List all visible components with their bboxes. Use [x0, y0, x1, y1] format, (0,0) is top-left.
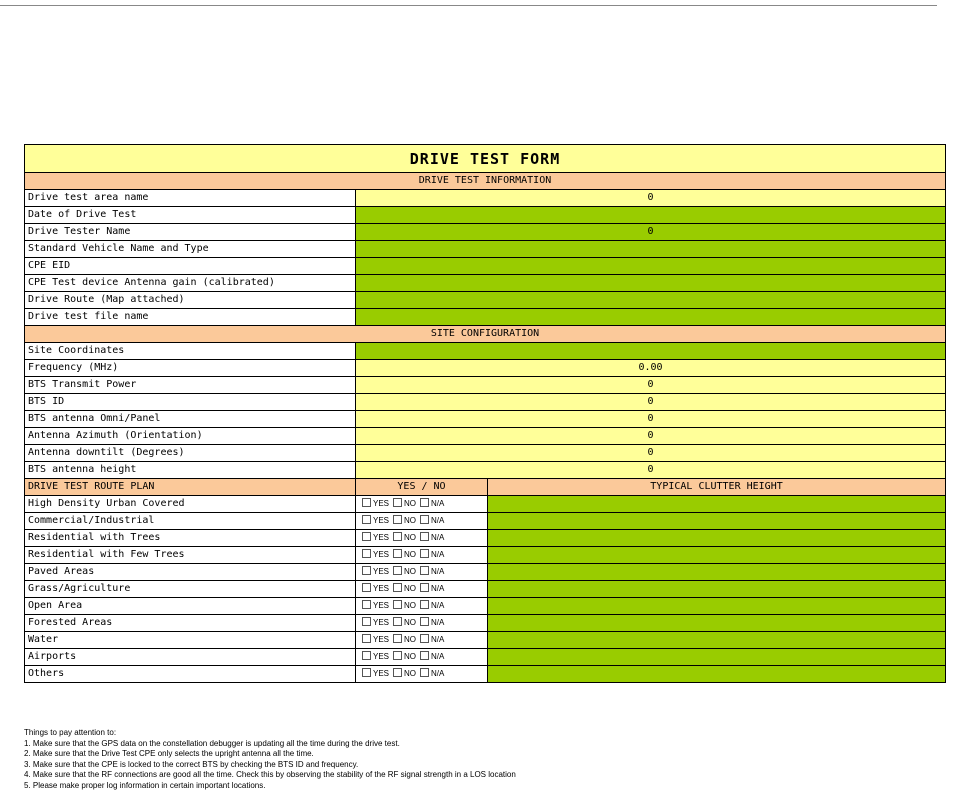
option-yes-checkbox[interactable] [358, 582, 389, 596]
option-label: NO [404, 635, 417, 644]
route-label: Water [25, 632, 356, 649]
checkbox-icon[interactable] [393, 651, 402, 660]
route-label: Residential with Trees [25, 530, 356, 547]
option-label: NO [404, 669, 417, 678]
note-item: 2. Make sure that the Drive Test CPE only selects the upright antenna all the time. [24, 749, 314, 758]
site-row [25, 411, 946, 428]
checkbox-icon[interactable] [420, 566, 429, 575]
option-na-checkbox[interactable] [416, 650, 444, 664]
option-no-checkbox[interactable] [389, 548, 416, 562]
yes-no-options [356, 496, 488, 513]
route-label: Forested Areas [25, 615, 356, 632]
clutter-height-field[interactable] [488, 649, 946, 666]
option-label: YES [373, 499, 390, 508]
option-label: N/A [431, 635, 445, 644]
option-na-checkbox[interactable] [416, 565, 444, 579]
site-label: Antenna Azimuth (Orientation) [25, 428, 356, 445]
note-item: 1. Make sure that the GPS data on the constellation debugger is updating all the time during the drive test. [24, 738, 400, 748]
clutter-height-field[interactable] [488, 615, 946, 632]
option-na-checkbox[interactable] [416, 667, 444, 681]
option-label: N/A [431, 533, 445, 542]
route-header-row [25, 479, 946, 496]
clutter-height-field[interactable] [488, 530, 946, 547]
clutter-height-field[interactable] [488, 632, 946, 649]
option-label: N/A [431, 584, 445, 593]
route-plan-header: DRIVE TEST ROUTE PLAN [25, 479, 356, 496]
checkbox-icon[interactable] [393, 600, 402, 609]
option-label: YES [373, 618, 390, 627]
option-no-checkbox[interactable] [389, 582, 416, 596]
info-row [25, 292, 946, 309]
checkbox-icon[interactable] [362, 668, 371, 677]
checkbox-icon[interactable] [393, 617, 402, 626]
clutter-height-field[interactable] [488, 598, 946, 615]
site-row [25, 377, 946, 394]
checkbox-icon[interactable] [393, 566, 402, 575]
option-na-checkbox[interactable] [416, 548, 444, 562]
route-label: Paved Areas [25, 564, 356, 581]
info-label: Drive test area name [25, 190, 356, 207]
option-label: NO [404, 499, 417, 508]
option-yes-checkbox[interactable] [358, 531, 389, 545]
option-label: N/A [431, 669, 445, 678]
route-row [25, 598, 946, 615]
site-value-field[interactable]: 0 [356, 428, 946, 445]
note-item: 3. Make sure that the CPE is locked to the correct BTS by checking the BTS ID and frequency. [24, 759, 359, 769]
option-label: YES [373, 584, 390, 593]
site-label: BTS antenna height [25, 462, 356, 479]
route-label: Airports [25, 649, 356, 666]
info-value-field[interactable] [356, 275, 946, 292]
notes [24, 728, 516, 791]
option-label: YES [373, 652, 390, 661]
site-label: BTS antenna Omni/Panel [25, 411, 356, 428]
option-label: N/A [431, 652, 445, 661]
info-row [25, 190, 946, 207]
info-label: CPE EID [25, 258, 356, 275]
site-value-field[interactable]: 0 [356, 445, 946, 462]
info-label: Date of Drive Test [25, 207, 356, 224]
option-yes-checkbox[interactable] [358, 599, 389, 613]
option-label: N/A [431, 550, 445, 559]
yes-no-options [356, 564, 488, 581]
option-label: NO [404, 567, 417, 576]
option-label: NO [404, 516, 417, 525]
yes-no-options [356, 666, 488, 683]
note-item: 5. Please make proper log information in certain important locations. [24, 780, 266, 790]
route-row [25, 513, 946, 530]
yes-no-options [356, 649, 488, 666]
site-row [25, 343, 946, 360]
option-no-checkbox[interactable] [389, 514, 416, 528]
yes-no-options [356, 598, 488, 615]
option-label: NO [404, 584, 417, 593]
option-no-checkbox[interactable] [389, 667, 416, 681]
checkbox-icon[interactable] [420, 498, 429, 507]
option-label: N/A [431, 567, 445, 576]
clutter-height-field[interactable] [488, 581, 946, 598]
site-row [25, 394, 946, 411]
route-label: Others [25, 666, 356, 683]
option-label: N/A [431, 516, 445, 525]
checkbox-icon[interactable] [420, 668, 429, 677]
option-label: NO [404, 550, 417, 559]
info-value-field[interactable] [356, 309, 946, 326]
site-label: Antenna downtilt (Degrees) [25, 445, 356, 462]
option-label: YES [373, 516, 390, 525]
checkbox-icon[interactable] [362, 549, 371, 558]
option-no-checkbox[interactable] [389, 599, 416, 613]
route-label: Open Area [25, 598, 356, 615]
info-label: Standard Vehicle Name and Type [25, 241, 356, 258]
option-label: NO [404, 533, 417, 542]
route-row [25, 632, 946, 649]
form-title: DRIVE TEST FORM [25, 145, 946, 173]
top-divider [0, 5, 937, 6]
option-no-checkbox[interactable] [389, 531, 416, 545]
info-row [25, 224, 946, 241]
option-na-checkbox[interactable] [416, 582, 444, 596]
section-drive-test-information: DRIVE TEST INFORMATION [25, 173, 946, 190]
option-label: NO [404, 618, 417, 627]
info-label: Drive test file name [25, 309, 356, 326]
option-yes-checkbox[interactable] [358, 548, 389, 562]
checkbox-icon[interactable] [420, 634, 429, 643]
option-yes-checkbox[interactable] [358, 514, 389, 528]
checkbox-icon[interactable] [362, 566, 371, 575]
yes-no-header: YES / NO [356, 479, 488, 496]
note-item: 4. Make sure that the RF connections are good all the time. Check this by observing the stability of the RF signal strength in a LOS location [24, 770, 516, 779]
option-label: YES [373, 550, 390, 559]
clutter-height-field[interactable] [488, 547, 946, 564]
option-label: YES [373, 669, 390, 678]
option-yes-checkbox[interactable] [358, 616, 389, 630]
route-label: Residential with Few Trees [25, 547, 356, 564]
site-row [25, 360, 946, 377]
route-row [25, 615, 946, 632]
option-yes-checkbox[interactable] [358, 650, 389, 664]
info-value-field[interactable]: 0 [356, 190, 946, 207]
site-value-field[interactable]: 0 [356, 377, 946, 394]
route-label: Commercial/Industrial [25, 513, 356, 530]
option-label: N/A [431, 601, 445, 610]
checkbox-icon[interactable] [393, 583, 402, 592]
checkbox-icon[interactable] [362, 600, 371, 609]
option-na-checkbox[interactable] [416, 599, 444, 613]
route-row [25, 496, 946, 513]
drive-test-form [24, 144, 946, 683]
option-label: N/A [431, 618, 445, 627]
site-label: BTS Transmit Power [25, 377, 356, 394]
checkbox-icon[interactable] [420, 532, 429, 541]
route-row [25, 547, 946, 564]
option-na-checkbox[interactable] [416, 514, 444, 528]
info-value-field[interactable]: 0 [356, 224, 946, 241]
option-no-checkbox[interactable] [389, 497, 416, 511]
option-label: N/A [431, 499, 445, 508]
yes-no-options [356, 547, 488, 564]
yes-no-options [356, 530, 488, 547]
checkbox-icon[interactable] [362, 634, 371, 643]
clutter-height-field[interactable] [488, 513, 946, 530]
info-row [25, 258, 946, 275]
info-value-field[interactable] [356, 292, 946, 309]
checkbox-icon[interactable] [420, 583, 429, 592]
site-label: BTS ID [25, 394, 356, 411]
option-na-checkbox[interactable] [416, 616, 444, 630]
info-value-field[interactable] [356, 241, 946, 258]
info-label: Drive Route (Map attached) [25, 292, 356, 309]
info-value-field[interactable] [356, 258, 946, 275]
site-value-field[interactable] [356, 343, 946, 360]
checkbox-icon[interactable] [362, 617, 371, 626]
route-row [25, 666, 946, 683]
checkbox-icon[interactable] [362, 498, 371, 507]
checkbox-icon[interactable] [420, 651, 429, 660]
site-value-field[interactable]: 0 [356, 394, 946, 411]
option-yes-checkbox[interactable] [358, 565, 389, 579]
option-yes-checkbox[interactable] [358, 633, 389, 647]
info-row [25, 207, 946, 224]
checkbox-icon[interactable] [393, 532, 402, 541]
info-row [25, 241, 946, 258]
yes-no-options [356, 581, 488, 598]
info-row [25, 275, 946, 292]
checkbox-icon[interactable] [420, 549, 429, 558]
clutter-height-field[interactable] [488, 666, 946, 683]
info-label: Drive Tester Name [25, 224, 356, 241]
checkbox-icon[interactable] [362, 583, 371, 592]
section-site-configuration: SITE CONFIGURATION [25, 326, 946, 343]
checkbox-icon[interactable] [362, 651, 371, 660]
option-na-checkbox[interactable] [416, 531, 444, 545]
yes-no-options [356, 632, 488, 649]
info-value-field[interactable] [356, 207, 946, 224]
site-label: Frequency (MHz) [25, 360, 356, 377]
checkbox-icon[interactable] [393, 515, 402, 524]
checkbox-icon[interactable] [393, 549, 402, 558]
option-no-checkbox[interactable] [389, 650, 416, 664]
option-yes-checkbox[interactable] [358, 667, 389, 681]
option-label: YES [373, 567, 390, 576]
site-value-field[interactable]: 0 [356, 462, 946, 479]
option-no-checkbox[interactable] [389, 565, 416, 579]
checkbox-icon[interactable] [420, 515, 429, 524]
checkbox-icon[interactable] [393, 634, 402, 643]
info-label: CPE Test device Antenna gain (calibrated) [25, 275, 356, 292]
option-na-checkbox[interactable] [416, 497, 444, 511]
checkbox-icon[interactable] [362, 515, 371, 524]
route-label: Grass/Agriculture [25, 581, 356, 598]
option-label: YES [373, 533, 390, 542]
clutter-height-field[interactable] [488, 564, 946, 581]
route-row [25, 564, 946, 581]
route-row [25, 581, 946, 598]
notes-list [24, 739, 516, 792]
route-label: High Density Urban Covered [25, 496, 356, 513]
route-row [25, 649, 946, 666]
option-na-checkbox[interactable] [416, 633, 444, 647]
option-label: NO [404, 601, 417, 610]
option-label: NO [404, 652, 417, 661]
option-label: YES [373, 601, 390, 610]
yes-no-options [356, 513, 488, 530]
checkbox-icon[interactable] [420, 617, 429, 626]
site-value-field[interactable]: 0.00 [356, 360, 946, 377]
yes-no-options [356, 615, 488, 632]
checkbox-icon[interactable] [393, 668, 402, 677]
checkbox-icon[interactable] [362, 532, 371, 541]
option-label: YES [373, 635, 390, 644]
clutter-height-field[interactable] [488, 496, 946, 513]
site-value-field[interactable]: 0 [356, 411, 946, 428]
site-row [25, 462, 946, 479]
option-no-checkbox[interactable] [389, 616, 416, 630]
clutter-height-header: TYPICAL CLUTTER HEIGHT [488, 479, 946, 496]
site-section-row [25, 326, 946, 343]
site-row [25, 445, 946, 462]
checkbox-icon[interactable] [393, 498, 402, 507]
notes-heading: Things to pay attention to: [24, 728, 117, 737]
route-row [25, 530, 946, 547]
option-no-checkbox[interactable] [389, 633, 416, 647]
info-row [25, 309, 946, 326]
site-row [25, 428, 946, 445]
site-label: Site Coordinates [25, 343, 356, 360]
option-yes-checkbox[interactable] [358, 497, 389, 511]
checkbox-icon[interactable] [420, 600, 429, 609]
